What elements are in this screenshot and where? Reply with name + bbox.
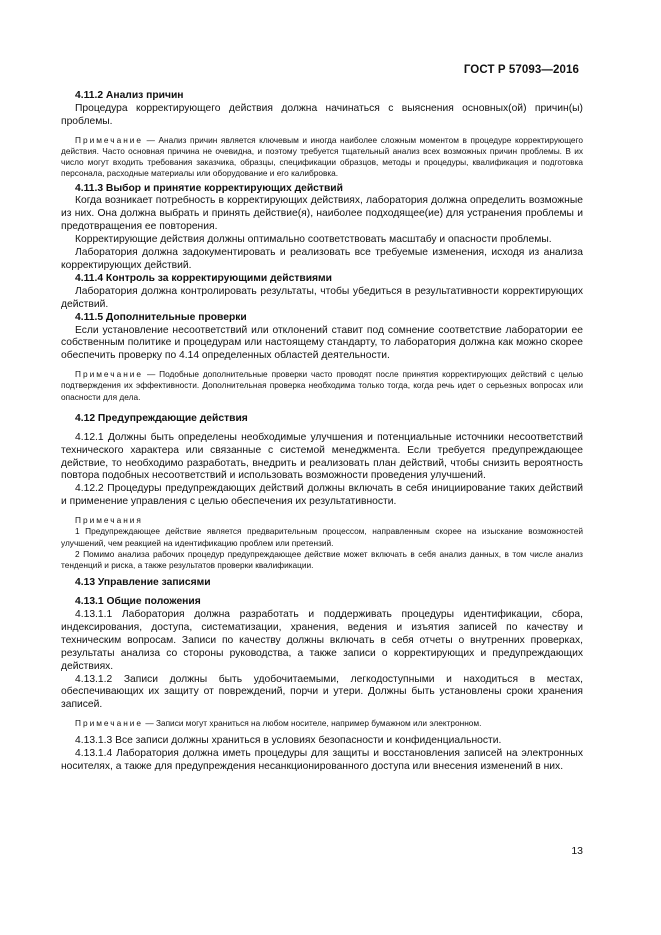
paragraph: 4.13.1.2 Записи должны быть удобочитаемыми, легкодоступными и находиться в местах, обеспечивающих их защиту от повреждений, порчи и утери. Должны быть установлены сроки хранения записей. (61, 673, 583, 711)
heading-4-12: 4.12 Предупреждающие действия (75, 412, 248, 424)
note-text: — Подобные дополнительные проверки часто проводят после принятия корректирующих действий с целью подтверждения их эффективности. Дополнительная проверка необходима только тогда, когда речь идет о серьезных вопросах или опасности для дела. (61, 369, 583, 402)
note-text: — Анализ причин является ключевым и иногда наиболее сложным моментом в процедуре корректирующего действия. Часто основная причина не очевидна, и поэтому требуется тщательный анализ всех возможных причин проблемы. В их число могут входить требования заказчика, образцы, спецификации образцов, методы и процедуры, квалификация и подготовка персонала, расходные материалы или оборудование и его калибровка. (61, 134, 583, 179)
note-label: Примечание (75, 134, 144, 145)
heading-4-11-4: 4.11.4 Контроль за корректирующими действиями (75, 272, 332, 284)
document-id: ГОСТ Р 57093—2016 (463, 64, 579, 76)
paragraph: Лаборатория должна контролировать результаты, чтобы убедиться в результативности корректирующих действий. (61, 285, 583, 310)
heading-4-11-2: 4.11.2 Анализ причин (75, 90, 184, 101)
heading-4-13: 4.13 Управление записями (75, 577, 211, 589)
paragraph: Лаборатория должна задокументировать и реализовать все требуемые изменения, исходя из анализа корректирующих действий. (61, 247, 583, 271)
paragraph: 4.12.2 Процедуры предупреждающих действий должны включать в себя инициирование таких действий и применение управления с целью обеспечения их результативности. (61, 483, 583, 508)
paragraph: 4.13.1.1 Лаборатория должна разработать и поддерживать процедуры идентификации, сбора, индексирования, доступа, систематизации, хранения, ведения и изъятия записей по качеству и техническим вопросам. Записи по качеству должны включать в себя отчеты о внутренних проверках, результаты анализа со стороны руководства, а также записи о корректирующих и предупреждающих действиях. (61, 609, 583, 672)
heading-4-11-3: 4.11.3 Выбор и принятие корректирующих действий (75, 182, 343, 194)
paragraph: 4.13.1.4 Лаборатория должна иметь процедуры для защиты и восстановления записей на электронных носителях, а также для предупреждения несанкционированного доступа или внесения изменений в них. (61, 748, 583, 773)
paragraph: 4.13.1.3 Все записи должны храниться в условиях безопасности и конфиденциальности. (75, 735, 502, 747)
heading-4-13-1: 4.13.1 Общие положения (75, 596, 201, 608)
note-text: — Записи могут храниться на любом носителе, например бумажном или электронном. (143, 718, 482, 729)
paragraph: Когда возникает потребность в корректирующих действиях, лаборатория должна определить возможные из них. Она должна выбрать и принять действие(я), наиболее подходящее(ие) для устранения проблемы и предотвращения ее повторения. (61, 195, 583, 233)
page-content (61, 90, 583, 774)
paragraph: 4.12.1 Должны быть определены необходимые улучшения и потенциальные источники несоответствий технического характера или связанные с системой менеджмента. Если требуется предупреждающее действие, то необходимо разработать, внедрить и реализовать план действий, чтобы снизить вероятность повтора подобных несоответствий и использовать возможности проведения улучшений. (61, 431, 583, 482)
note (61, 718, 583, 729)
paragraph: Процедура корректирующего действия должна начинаться с выяснения основных(ой) причин(ы) проблемы. (61, 102, 583, 127)
heading-4-11-5: 4.11.5 Дополнительные проверки (75, 311, 247, 323)
note (61, 135, 583, 180)
note-label: Примечание (75, 718, 144, 729)
note-item: 1 Предупреждающее действие является предварительным процессом, направленным скорее на изыскание возможностей улучшений, чем реакцией на идентификацию проблем или претензий. (61, 526, 583, 548)
note-label: Примечание (75, 369, 144, 380)
page-number: 13 (571, 845, 583, 857)
paragraph: Если установление несоответствий или отклонений ставит под сомнение соответствие лаборатории ее собственным политике и процедурам или настоящему стандарту, то лаборатория должна как можно скорее обеспечить проверку по 4.14 определенных областей деятельности. (61, 324, 583, 362)
paragraph: Корректирующие действия должны оптимально соответствовать масштабу и опасности проблемы. (75, 234, 552, 246)
notes-label: Примечания (75, 515, 143, 526)
note-item: 2 Помимо анализа рабочих процедур предупреждающее действие может включать в себя анализ данных, в том числе анализ тенденций и риска, а также результатов проверки квалификации. (61, 548, 583, 570)
note (61, 369, 583, 403)
